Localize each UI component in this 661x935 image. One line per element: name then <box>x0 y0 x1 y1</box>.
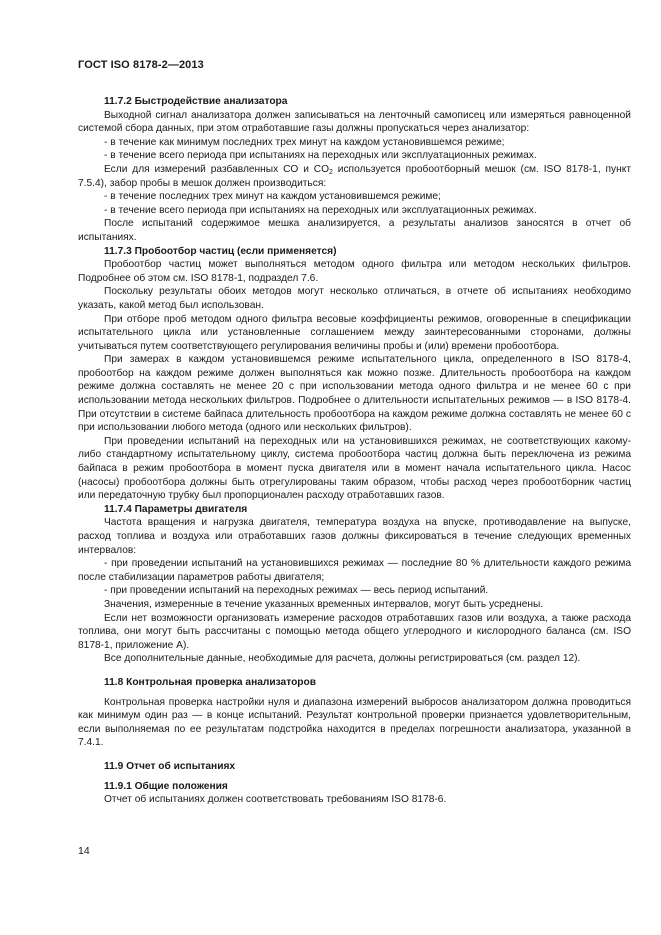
paragraph: Все дополнительные данные, необходимые для расчета, должны регистрироваться (см. раздел 12). <box>104 653 581 665</box>
page-number: 14 <box>78 845 90 857</box>
list-item: - в течение последних трех минут на каждом установившемся режиме; <box>104 191 441 203</box>
paragraph: Значения, измеренные в течение указанных временных интервалов, могут быть усреднены. <box>104 598 544 610</box>
document-body <box>78 95 631 807</box>
paragraph-text: Если для измерений разбавленных CO и CO <box>104 163 330 175</box>
paragraph: При отборе проб методом одного фильтра весовые коэффициенты режимов, оговоренные в спецификации испытательного цикла или установленные соглашением между заинтересованными сторонами, должны учитываться путем соответствующего регулирования величины пробы и (или) времени пробоотбора. <box>78 313 631 352</box>
paragraph: Поскольку результаты обоих методов могут несколько отличаться, в отчете об испытаниях необходимо указать, какой метод был использован. <box>78 286 631 311</box>
paragraph: Пробоотбор частиц может выполняться методом одного фильтра или методом нескольких фильтров. Подробнее об этом см. ISO 8178-1, подраздел 7.6. <box>78 259 631 284</box>
list-item: - при проведении испытаний на переходных режимах — весь период испытаний. <box>104 585 489 597</box>
section-heading: 11.7.2 Быстродействие анализатора <box>104 96 288 107</box>
section-heading: 11.9 Отчет об испытаниях <box>104 760 236 772</box>
paragraph: Отчет об испытаниях должен соответствовать требованиям ISO 8178-6. <box>104 794 447 806</box>
section-heading: 11.9.1 Общие положения <box>104 780 228 792</box>
paragraph: Выходной сигнал анализатора должен записываться на ленточный самописец или измеряться равноценной системой сбора данных, при этом отработавшие газы должны пропускаться через анализатор: <box>78 109 631 135</box>
paragraph: Контрольная проверка настройки нуля и диапазона измерений выбросов анализатором должна проводиться как минимум один раз — в конце испытаний. Результат контрольной проверки признается удовлетворительным, если выполняемая по ее результатам подстройка находится в пределах погрешности анализатора, указанной в 7.4.1. <box>78 696 631 749</box>
list-item: - при проведении испытаний на установившихся режимах — последние 80 % длительности каждого режима после стабилизации параметров работы двигателя; <box>78 558 631 583</box>
list-item: - в течение всего периода при испытаниях на переходных или эксплуатационных режимах. <box>104 150 537 162</box>
section-heading: 11.7.4 Параметры двигателя <box>104 503 248 515</box>
paragraph-text: используется пробоотборный мешок (см. ISO 8178-1, пункт 7.5.4), забор пробы в мешок должен производиться: <box>78 163 631 189</box>
subscript: 2 <box>329 168 333 176</box>
section-heading: 11.8 Контрольная проверка анализаторов <box>104 676 317 688</box>
document-header: ГОСТ ISO 8178-2—2013 <box>78 59 204 71</box>
paragraph: При замерах в каждом установившемся режиме испытательного цикла, определенного в ISO 8178-4, пробоотбор на каждом режиме должен выполняться как можно позже. Длительность пробоотбора на каждом режиме должна составлять не менее 20 с при использовании метода одного фильтра и не менее 60 с при использовании метода нескольких фильтров. Подробнее о длительности испытательных режимов — в ISO 8178-4. При отсутствии в системе байпаса длительность пробоотбора на каждом режиме должна составлять не менее 60 с при использовании любого метода (одного или нескольких фильтров). <box>78 354 631 434</box>
paragraph <box>78 163 631 190</box>
list-item: - в течение как минимум последних трех минут на каждом установившемся режиме; <box>104 136 505 148</box>
section-heading: 11.7.3 Пробоотбор частиц (если применяется) <box>104 245 337 257</box>
paragraph: При проведении испытаний на переходных или на установившихся режимах, не соответствующих какому-либо стандартному испытательному циклу, система пробоотбора частиц должна быть переключена из режима байпаса в режим пробоотбора в момент пуска двигателя или в момент начала испытательного цикла. Насос (насосы) пробоотбора должны быть отрегулированы таким образом, чтобы расход через пробоотборник частиц или передаточную трубку был пропорционален расходу отработавших газов. <box>78 435 631 502</box>
paragraph: После испытаний содержимое мешка анализируется, а результаты анализов заносятся в отчет об испытаниях. <box>78 218 631 243</box>
list-item: - в течение всего периода при испытаниях на переходных или эксплуатационных режимах. <box>104 204 537 216</box>
paragraph: Частота вращения и нагрузка двигателя, температура воздуха на впуске, противодавление на выпуске, расход топлива и воздуха или отработавших газов должны фиксироваться в течение следующих временных интервалов: <box>78 517 631 556</box>
paragraph: Если нет возможности организовать измерение расходов отработавших газов или воздуха, а также расхода топлива, они могут быть рассчитаны с помощью метода общего углеродного и кислородного баланса (см. ISO 8178-1, приложение А). <box>78 612 631 651</box>
